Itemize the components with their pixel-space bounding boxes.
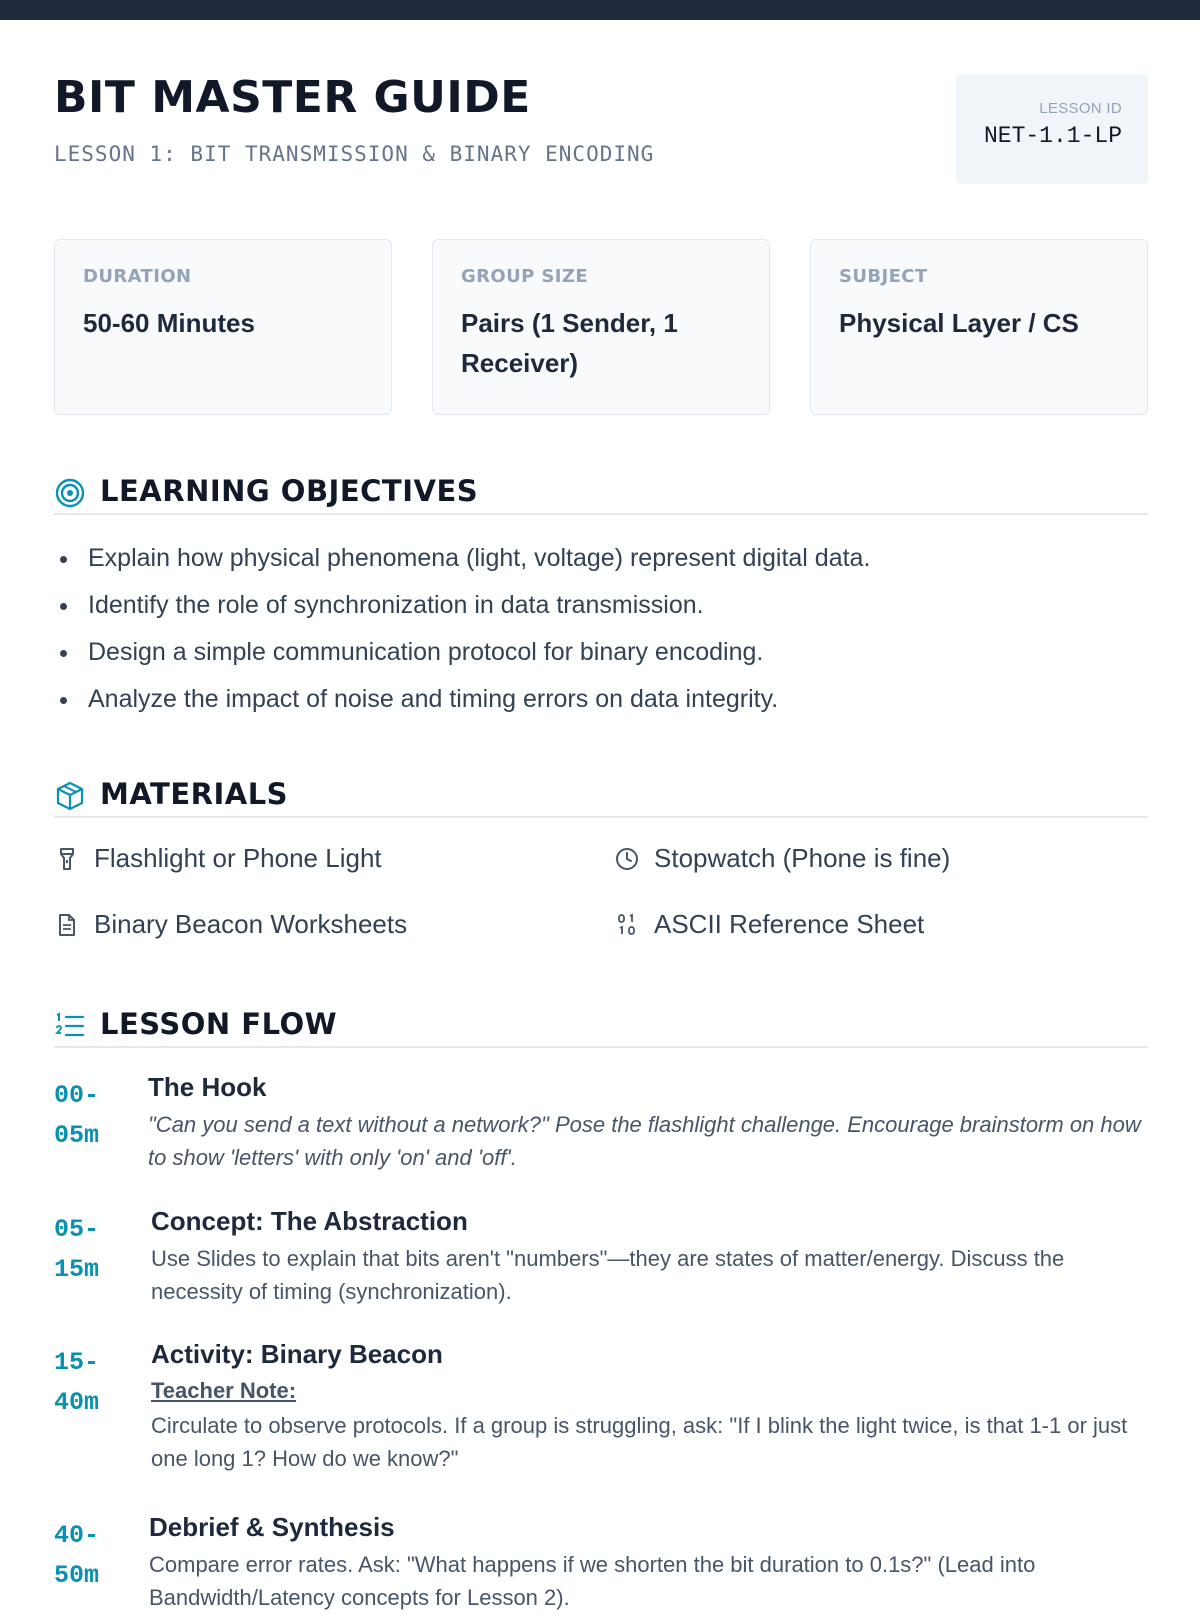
list-item: Analyze the impact of noise and timing errors on data integrity. xyxy=(54,679,1148,726)
step-title: Concept: The Abstraction xyxy=(151,1206,468,1236)
step-title: The Hook xyxy=(148,1072,267,1102)
card-label: GROUP SIZE xyxy=(461,266,589,287)
teacher-note-label: Teacher Note: xyxy=(151,1378,297,1403)
step-description: Use Slides to explain that bits aren't "numbers"—they are states of matter/energy. Discuss the necessity of timing (synchronization). xyxy=(151,1246,1065,1304)
card-value: Physical Layer / CS xyxy=(839,308,1079,338)
document-icon xyxy=(54,912,80,938)
info-cards xyxy=(54,239,1148,415)
material-label: Stopwatch (Phone is fine) xyxy=(654,843,951,873)
section-title: LESSON FLOW xyxy=(100,1007,338,1041)
numbered-list-icon xyxy=(54,1010,86,1042)
material-label: Binary Beacon Worksheets xyxy=(94,909,408,939)
section-title: MATERIALS xyxy=(100,777,289,811)
lesson-flow-header xyxy=(54,1006,1148,1048)
list-item: Identify the role of synchronization in data transmission. xyxy=(54,585,1148,632)
document-header xyxy=(54,72,1148,187)
card-value: Pairs (1 Sender, 1 Receiver) xyxy=(461,308,678,378)
lesson-id-value: NET-1.1-LP xyxy=(983,123,1122,149)
lesson-id-box xyxy=(956,74,1148,184)
target-icon xyxy=(54,477,86,509)
material-label: ASCII Reference Sheet xyxy=(654,909,925,939)
step-time: 40-50m xyxy=(54,1521,100,1590)
step-description: Compare error rates. Ask: "What happens if we shorten the bit duration to 0.1s?" (Lead into Bandwidth/Latency concepts for Lesson 2). xyxy=(149,1552,1036,1610)
step-title: Debrief & Synthesis xyxy=(149,1512,395,1542)
top-bar xyxy=(0,0,1200,20)
list-item: Design a simple communication protocol for binary encoding. xyxy=(54,632,1148,679)
subject-card xyxy=(810,239,1148,415)
step-description: "Can you send a text without a network?" Pose the flashlight challenge. Encourage brainstorm on how to show 'letters' with only 'on' and 'off'. xyxy=(148,1112,1141,1170)
flashlight-icon xyxy=(54,846,80,872)
materials-header xyxy=(54,776,1148,818)
card-value: 50-60 Minutes xyxy=(83,308,255,338)
binary-icon xyxy=(614,912,640,938)
step-time: 05-15m xyxy=(54,1215,100,1284)
package-icon xyxy=(54,780,86,812)
objectives-header xyxy=(54,473,1148,515)
material-label: Flashlight or Phone Light xyxy=(94,843,382,873)
lesson-subtitle: LESSON 1: BIT TRANSMISSION & BINARY ENCODING xyxy=(54,142,655,166)
group-size-card xyxy=(432,239,770,415)
duration-card xyxy=(54,239,392,415)
section-title: LEARNING OBJECTIVES xyxy=(100,474,479,508)
step-title: Activity: Binary Beacon xyxy=(151,1339,443,1369)
page-title: BIT MASTER GUIDE xyxy=(54,72,531,123)
card-label: SUBJECT xyxy=(839,266,928,287)
card-label: DURATION xyxy=(83,266,192,287)
objectives-list xyxy=(54,538,1148,726)
list-item: Explain how physical phenomena (light, voltage) represent digital data. xyxy=(54,538,1148,585)
step-time: 15-40m xyxy=(54,1348,100,1417)
clock-icon xyxy=(614,846,640,872)
step-time: 00-05m xyxy=(54,1081,100,1150)
materials-list xyxy=(54,838,1148,968)
step-description: Circulate to observe protocols. If a group is struggling, ask: "If I blink the light twice, is that 1-1 or just one long 1? How do we know?" xyxy=(151,1413,1128,1471)
lesson-id-label: LESSON ID xyxy=(1039,100,1122,117)
